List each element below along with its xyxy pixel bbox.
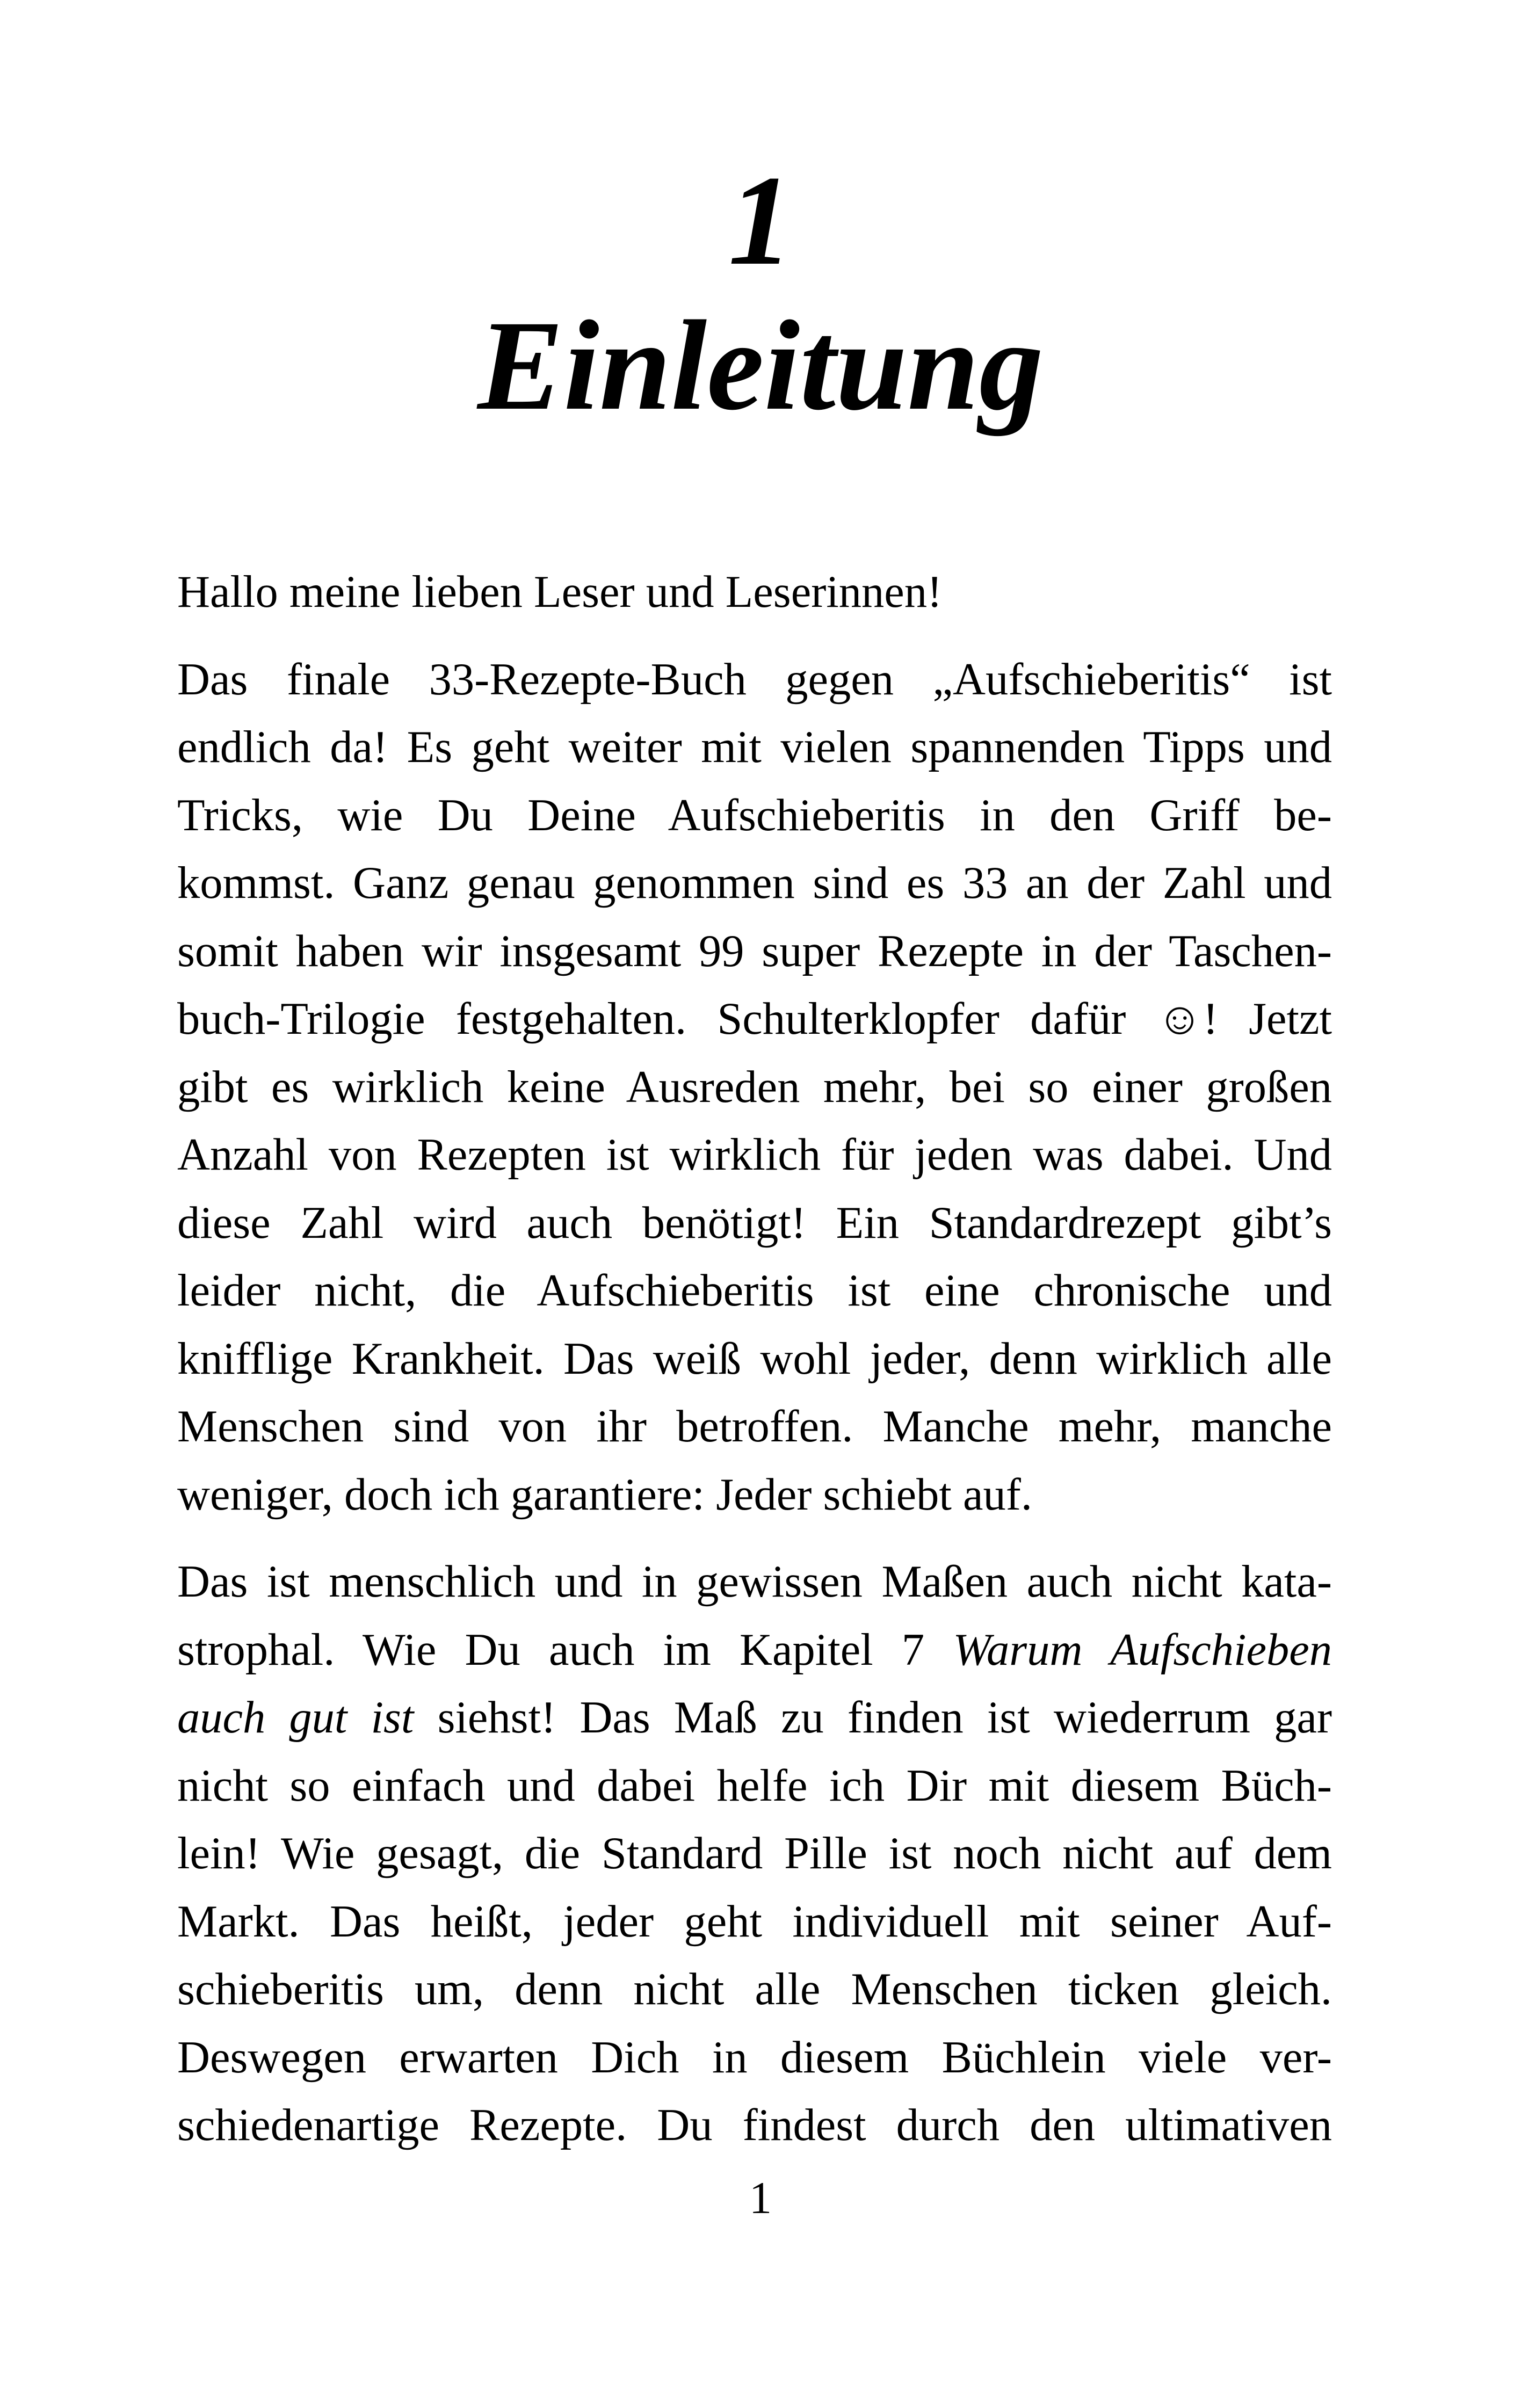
text-line: leider nicht, die Aufschieberitis ist eine chronische und <box>177 1266 1332 1316</box>
page-number: 1 <box>749 2173 772 2223</box>
text-line: knifflige Krankheit. Das weiß wohl jeder, denn wirklich alle <box>177 1333 1332 1384</box>
text-line: Menschen sind von ihr betroffen. Manche mehr, manche <box>177 1402 1332 1452</box>
chapter-number: 1 <box>728 149 793 292</box>
text-line: nicht so einfach und dabei helfe ich Dir mit diesem Büch- <box>177 1760 1332 1811</box>
text-line: Deswegen erwarten Dich in diesem Büchlein viele ver- <box>177 2032 1332 2083</box>
text-line: gibt es wirklich keine Ausreden mehr, bei so einer großen <box>177 1062 1332 1112</box>
body-text <box>177 559 1332 2179</box>
text-line: diese Zahl wird auch benötigt! Ein Standardrezept gibt’s <box>177 1198 1332 1248</box>
text-segment: siehst! Das Maß zu finden ist wiederrum gar <box>414 1693 1332 1743</box>
text-line: kommst. Ganz genau genommen sind es 33 an der Zahl und <box>177 858 1332 908</box>
text-segment: strophal. Wie Du auch im Kapitel 7 <box>177 1624 953 1675</box>
text-line: Anzahl von Rezepten ist wirklich für jeden was dabei. Und <box>177 1130 1332 1180</box>
text-line: buch-Trilogie festgehalten. Schulterklopfer dafür ☺! Jetzt <box>177 994 1332 1044</box>
text-line: schiedenartige Rezepte. Du findest durch den ultimativen <box>177 2100 1332 2150</box>
text-line: lein! Wie gesagt, die Standard Pille ist noch nicht auf dem <box>177 1829 1332 1878</box>
text-line: schieberitis um, denn nicht alle Menschen ticken gleich. <box>177 1964 1332 2014</box>
paragraph-1 <box>177 646 1332 1529</box>
text-line: endlich da! Es geht weiter mit vielen spannenden Tipps und <box>177 722 1332 772</box>
text-line: Hallo meine lieben Leser und Leserinnen! <box>177 567 943 617</box>
chapter-reference-italic: Warum Aufschieben <box>953 1624 1332 1675</box>
text-line: Das ist menschlich und in gewissen Maßen auch nicht kata- <box>177 1557 1332 1607</box>
chapter-title: Einleitung <box>477 294 1044 437</box>
text-line <box>177 1684 1332 1752</box>
text-line: Markt. Das heißt, jeder geht individuell mit seiner Auf- <box>177 1896 1332 1947</box>
text-line: Tricks, wie Du Deine Aufschieberitis in den Griff be- <box>177 790 1332 840</box>
text-line: weniger, doch ich garantiere: Jeder schiebt auf. <box>177 1469 1033 1520</box>
text-line <box>177 1616 1332 1685</box>
paragraph-2 <box>177 1548 1332 2160</box>
greeting-paragraph <box>177 559 1332 627</box>
chapter-reference-italic: auch gut ist <box>177 1693 414 1743</box>
text-line: Das finale 33-Rezepte-Buch gegen „Aufschieberitis“ ist <box>177 654 1332 705</box>
text-line: somit haben wir insgesamt 99 super Rezepte in der Taschen- <box>177 926 1332 976</box>
